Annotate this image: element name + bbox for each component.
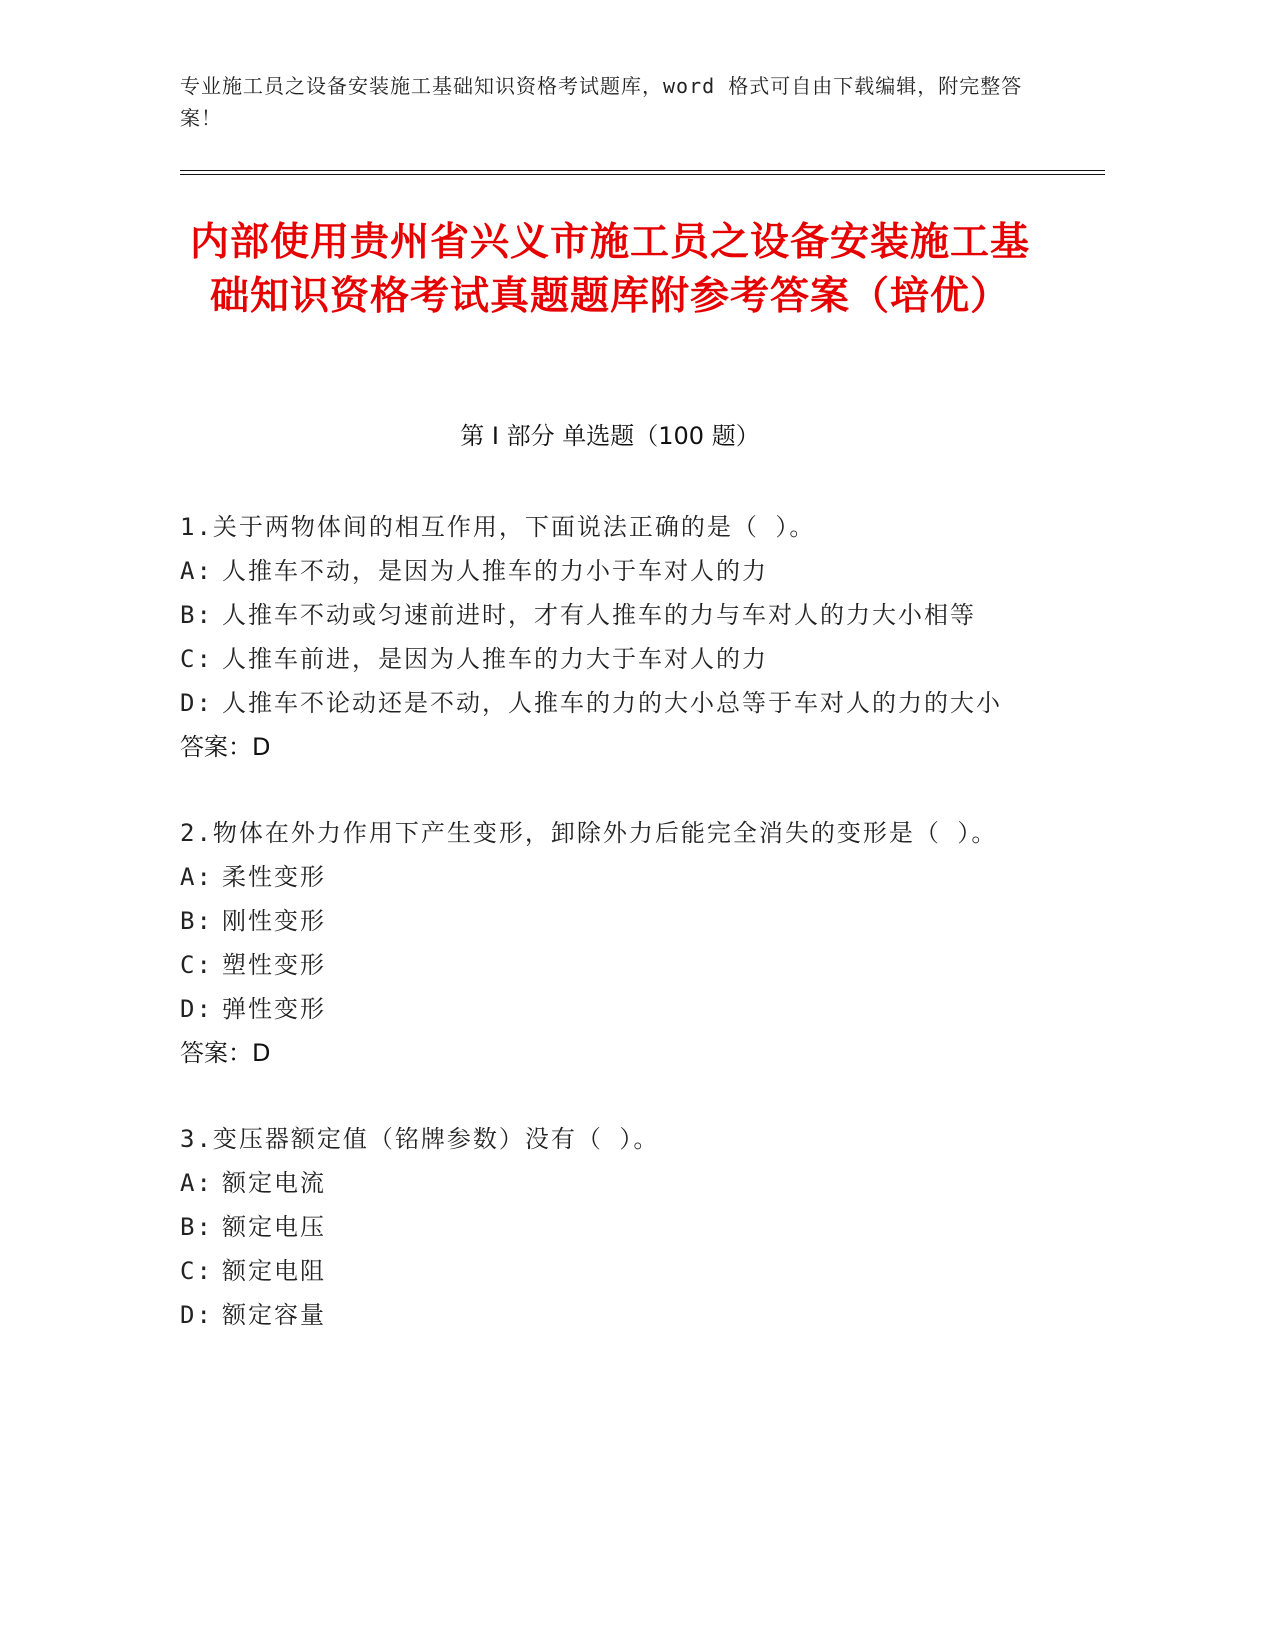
option-text: 人推车不论动还是不动，人推车的力的大小总等于车对人的力的大小 [222, 689, 1002, 717]
question-list [180, 505, 1040, 1379]
option-key: A: [180, 1169, 213, 1197]
option-key: D: [180, 689, 213, 717]
option-key: A: [180, 557, 213, 585]
option-text: 额定电阻 [222, 1257, 326, 1285]
option-text: 额定容量 [222, 1301, 326, 1329]
option-b [180, 593, 1040, 637]
option-text: 弹性变形 [222, 995, 326, 1023]
option-c [180, 943, 1040, 987]
question-1 [180, 505, 1040, 769]
option-text: 塑性变形 [222, 951, 326, 979]
option-text: 人推车前进，是因为人推车的力大于车对人的力 [222, 645, 768, 673]
option-text: 额定电压 [222, 1213, 326, 1241]
option-d [180, 1293, 1040, 1337]
option-key: C: [180, 645, 213, 673]
question-2 [180, 811, 1040, 1075]
option-text: 柔性变形 [222, 863, 326, 891]
option-b [180, 899, 1040, 943]
option-b [180, 1205, 1040, 1249]
option-key: C: [180, 951, 213, 979]
option-a [180, 855, 1040, 899]
option-text: 人推车不动，是因为人推车的力小于车对人的力 [222, 557, 768, 585]
header-rule-top [180, 170, 1105, 171]
option-key: B: [180, 601, 213, 629]
option-text: 刚性变形 [222, 907, 326, 935]
question-3 [180, 1117, 1040, 1337]
question-stem: 2.物体在外力作用下产生变形，卸除外力后能完全消失的变形是（ ）。 [180, 819, 998, 847]
option-key: C: [180, 1257, 213, 1285]
document-title: 内部使用贵州省兴义市施工员之设备安装施工基础知识资格考试真题题库附参考答案（培优） [189, 220, 1030, 319]
option-a [180, 549, 1040, 593]
option-key: A: [180, 863, 213, 891]
option-c [180, 1249, 1040, 1293]
option-c [180, 637, 1040, 681]
option-key: B: [180, 907, 213, 935]
option-key: D: [180, 1301, 213, 1329]
option-a [180, 1161, 1040, 1205]
option-d [180, 681, 1040, 725]
option-text: 人推车不动或匀速前进时，才有人推车的力与车对人的力大小相等 [222, 601, 976, 629]
answer: 答案：D [180, 733, 271, 761]
question-stem: 1.关于两物体间的相互作用，下面说法正确的是（ ）。 [180, 513, 816, 541]
header-rule-bottom [180, 174, 1105, 175]
option-d [180, 987, 1040, 1031]
option-text: 额定电流 [222, 1169, 326, 1197]
answer: 答案：D [180, 1039, 271, 1067]
option-key: B: [180, 1213, 213, 1241]
question-stem: 3.变压器额定值（铭牌参数）没有（ ）。 [180, 1125, 660, 1153]
option-key: D: [180, 995, 213, 1023]
section-title: 第 I 部分 单选题（100 题） [460, 422, 760, 450]
header-note: 专业施工员之设备安装施工基础知识资格考试题库，word 格式可自由下载编辑，附完整答案！ [180, 74, 1023, 130]
